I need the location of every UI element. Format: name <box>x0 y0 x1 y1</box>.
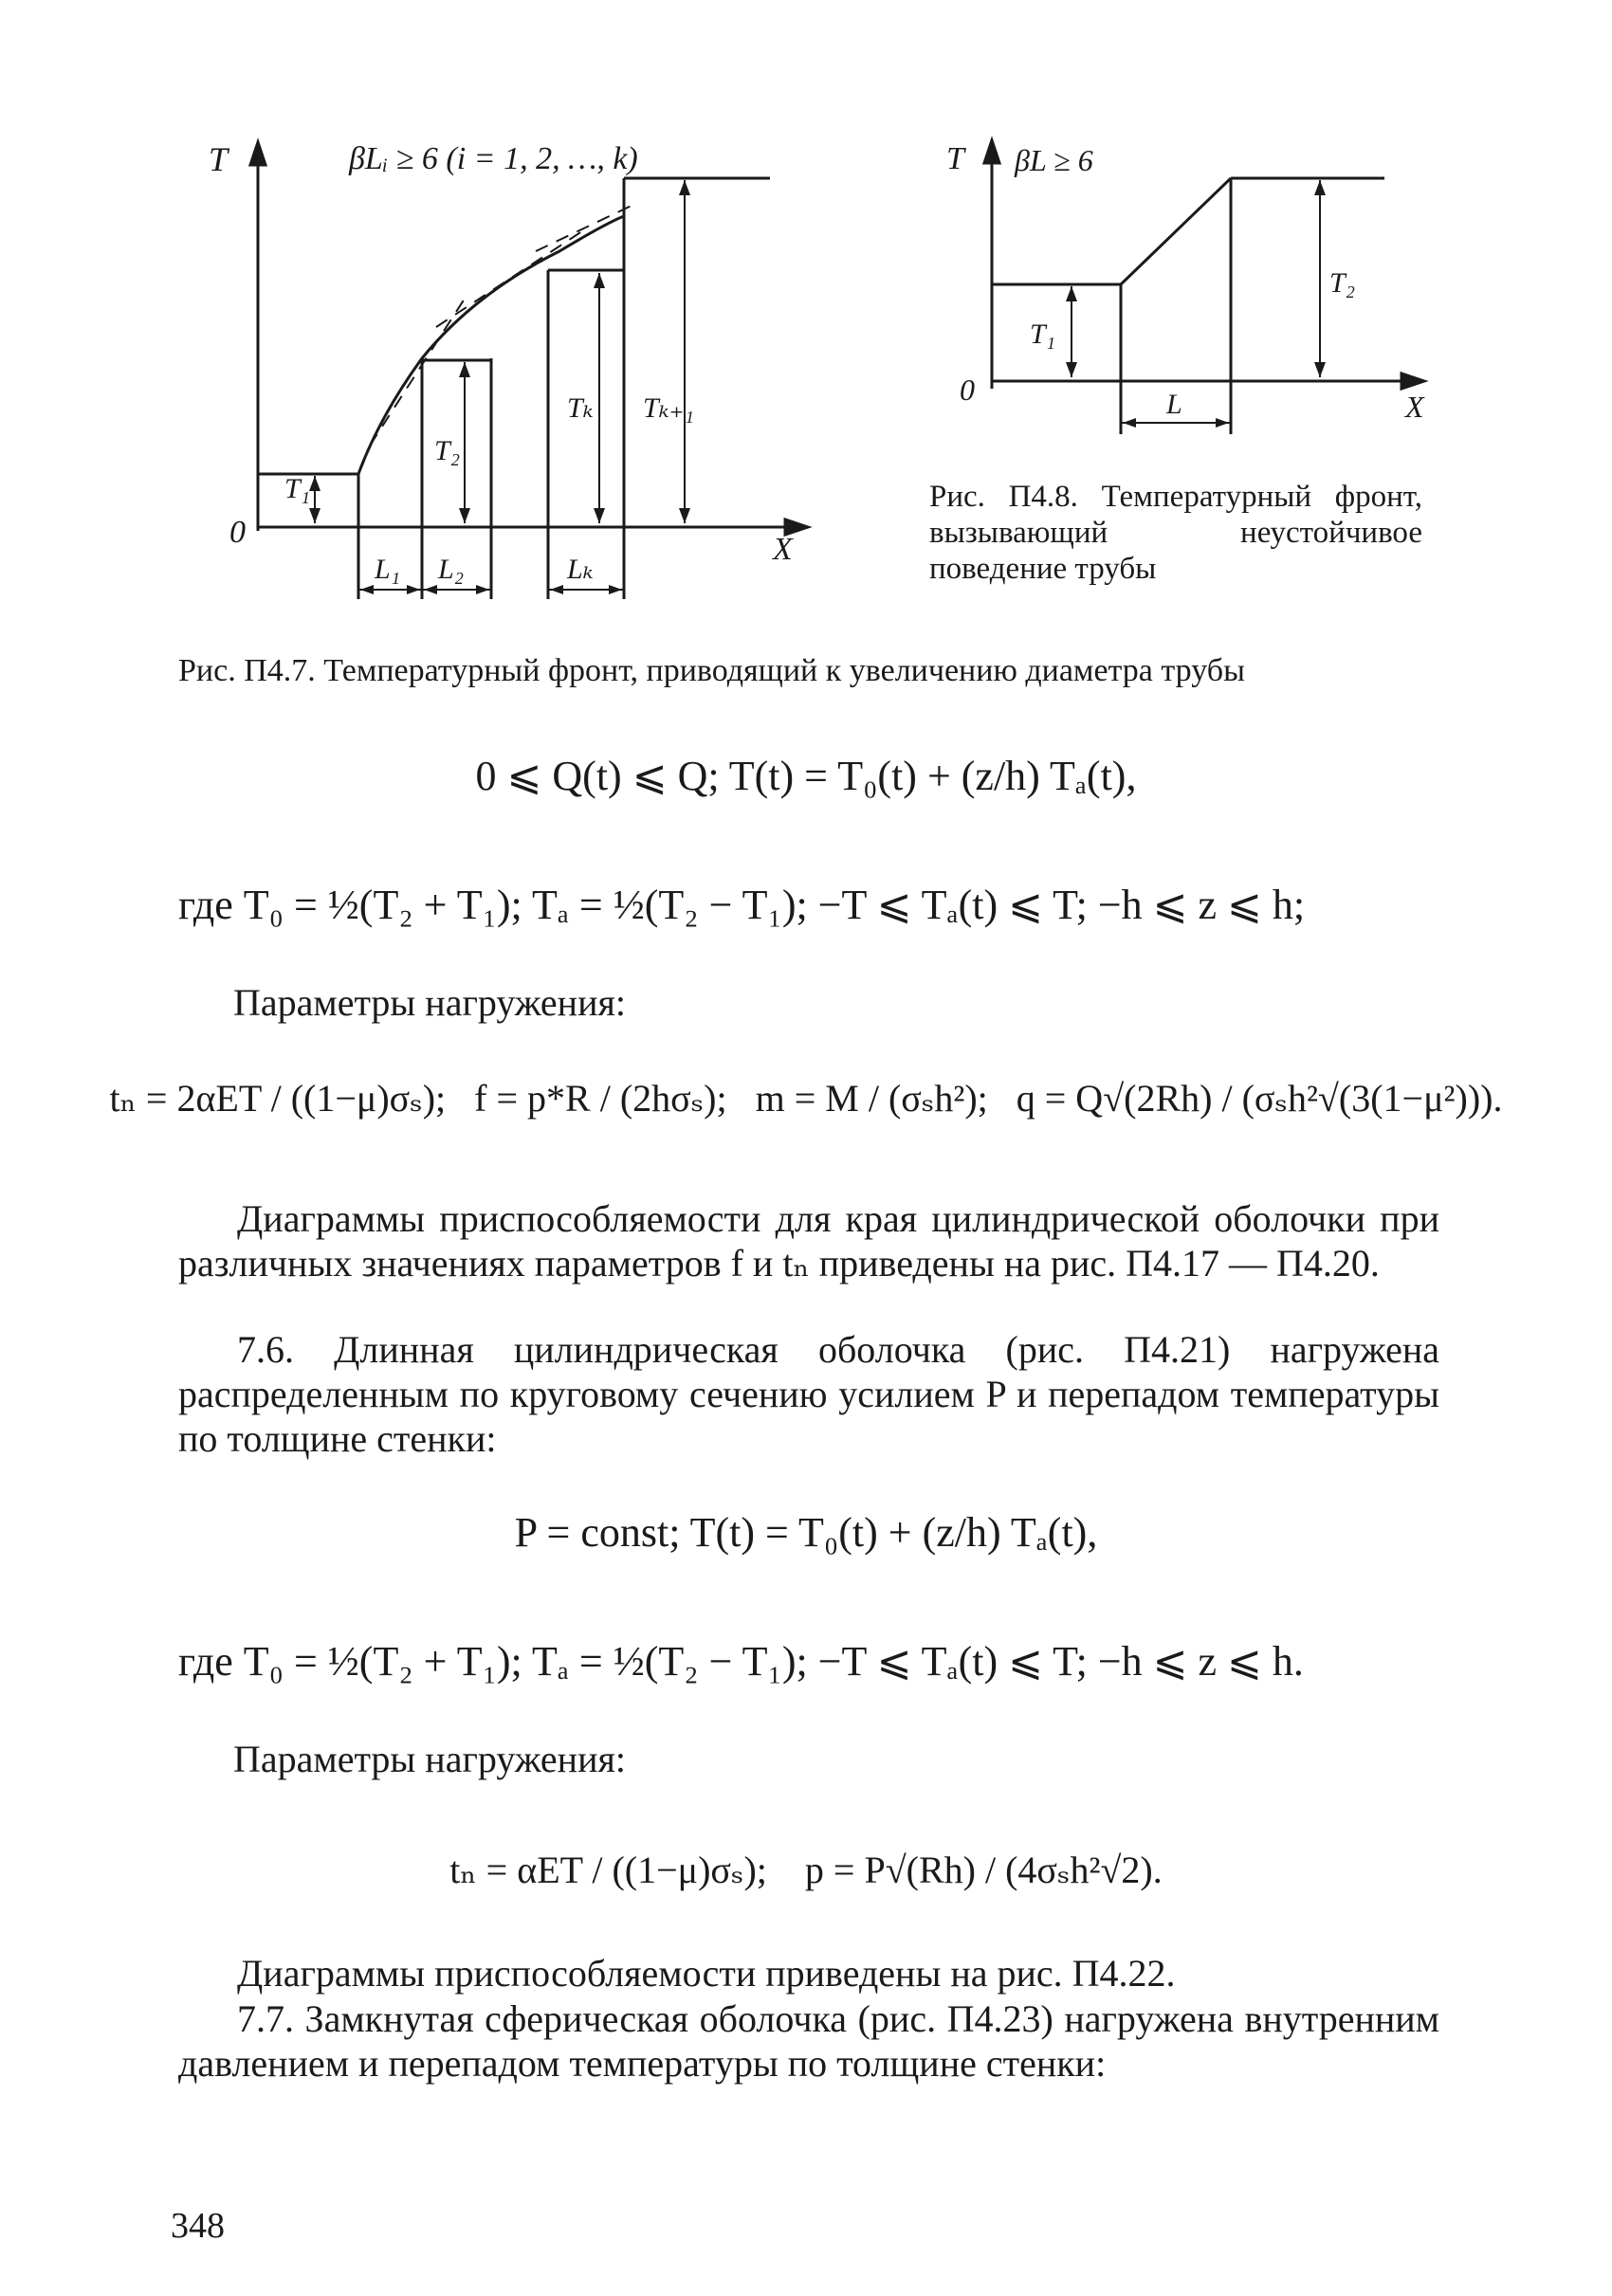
paragraph-2-text: 7.6. Длинная цилиндрическая оболочка (рис. П4.21) нагружена распределенным по круговому сечению усилием P и перепадом температуры по толщине стенки: <box>178 1328 1439 1460</box>
right-origin-label: 0 <box>960 373 975 407</box>
right-axis-y-label: T <box>946 141 964 176</box>
right-axis-x-label: X <box>1405 390 1424 424</box>
equation-3-f: f = p*R / (2hσₛ); <box>474 1077 727 1120</box>
equation-3-tn: tₙ = 2αET / ((1−μ)σₛ); <box>109 1077 447 1120</box>
paragraph-2 <box>178 1327 1439 1461</box>
left-tk-label: Tₖ <box>567 392 594 424</box>
left-l1-label: L₁ <box>375 554 401 585</box>
figure-right-graph <box>939 133 1451 455</box>
paragraph-1-text: Диаграммы приспособляемости для края цилиндрической оболочки при различных значениях параметров f и tₙ приведены на рис. П4.17 — П4.20. <box>178 1197 1439 1285</box>
figure-right-caption: Рис. П4.8. Температурный фронт, вызывающий неустойчивое поведение трубы <box>929 480 1422 586</box>
paragraph-4 <box>178 1996 1439 2086</box>
right-top-label: βL ≥ 6 <box>1015 143 1093 177</box>
equation-6-tn: tₙ = αET / ((1−μ)σₛ); <box>449 1849 767 1891</box>
equation-3 <box>0 1073 1612 1124</box>
figure-left-graph <box>190 133 853 626</box>
paragraph-4-text: 7.7. Замкнутая сферическая оболочка (рис. П4.23) нагружена внутренним давлением и перепадом температуры по толщине стенки: <box>178 1997 1439 2085</box>
left-axis-y-label: T <box>209 140 229 178</box>
left-lk-label: Lₖ <box>567 554 594 585</box>
equation-6 <box>0 1845 1612 1896</box>
figure-left-caption: Рис. П4.7. Температурный фронт, приводящий к увеличению диаметра трубы <box>178 653 1245 688</box>
right-t2-label: T₂ <box>1329 267 1356 299</box>
equation-4: P = const; T(t) = T₀(t) + (z/h) Tₐ(t), <box>514 1509 1098 1556</box>
left-t1-label: T₁ <box>284 473 311 504</box>
left-top-label: βLᵢ ≥ 6 (i = 1, 2, …, k) <box>349 141 638 176</box>
heading-loading-params-2: Параметры нагружения: <box>233 1738 627 1780</box>
left-t2-label: T₂ <box>434 435 461 466</box>
figure-right <box>939 133 1451 455</box>
paragraph-3-text: Диаграммы приспособляемости приведены на рис. П4.22. <box>237 1952 1176 1995</box>
equation-6-p: p = P√(Rh) / (4σₛh²√2). <box>804 1849 1163 1891</box>
equation-5: где T₀ = ½(T₂ + T₁); Tₐ = ½(T₂ − T₁); −T ⩽ Tₐ(t) ⩽ T; −h ⩽ z ⩽ h. <box>178 1638 1304 1685</box>
equation-2: где T₀ = ½(T₂ + T₁); Tₐ = ½(T₂ − T₁); −T ⩽ Tₐ(t) ⩽ T; −h ⩽ z ⩽ h; <box>178 882 1306 928</box>
equation-3-q: q = Q√(2Rh) / (σₛh²√(3(1−μ²))). <box>1016 1077 1503 1120</box>
right-l-label: L <box>1166 389 1182 420</box>
left-tk1-label: Tₖ₊₁ <box>643 392 694 424</box>
left-origin-label: 0 <box>229 515 246 550</box>
paragraph-3 <box>178 1951 1439 1995</box>
paragraph-1 <box>178 1196 1439 1285</box>
left-l2-label: L₂ <box>438 554 465 585</box>
page-number: 348 <box>171 2206 225 2246</box>
heading-loading-params-1: Параметры нагружения: <box>233 981 627 1024</box>
right-t1-label: T₁ <box>1030 319 1056 350</box>
equation-1: 0 ⩽ Q(t) ⩽ Q; T(t) = T₀(t) + (z/h) Tₐ(t), <box>475 753 1137 799</box>
left-axis-x-label: X <box>773 532 793 567</box>
equation-3-m: m = M / (σₛh²); <box>755 1077 988 1120</box>
figure-left <box>190 133 853 626</box>
